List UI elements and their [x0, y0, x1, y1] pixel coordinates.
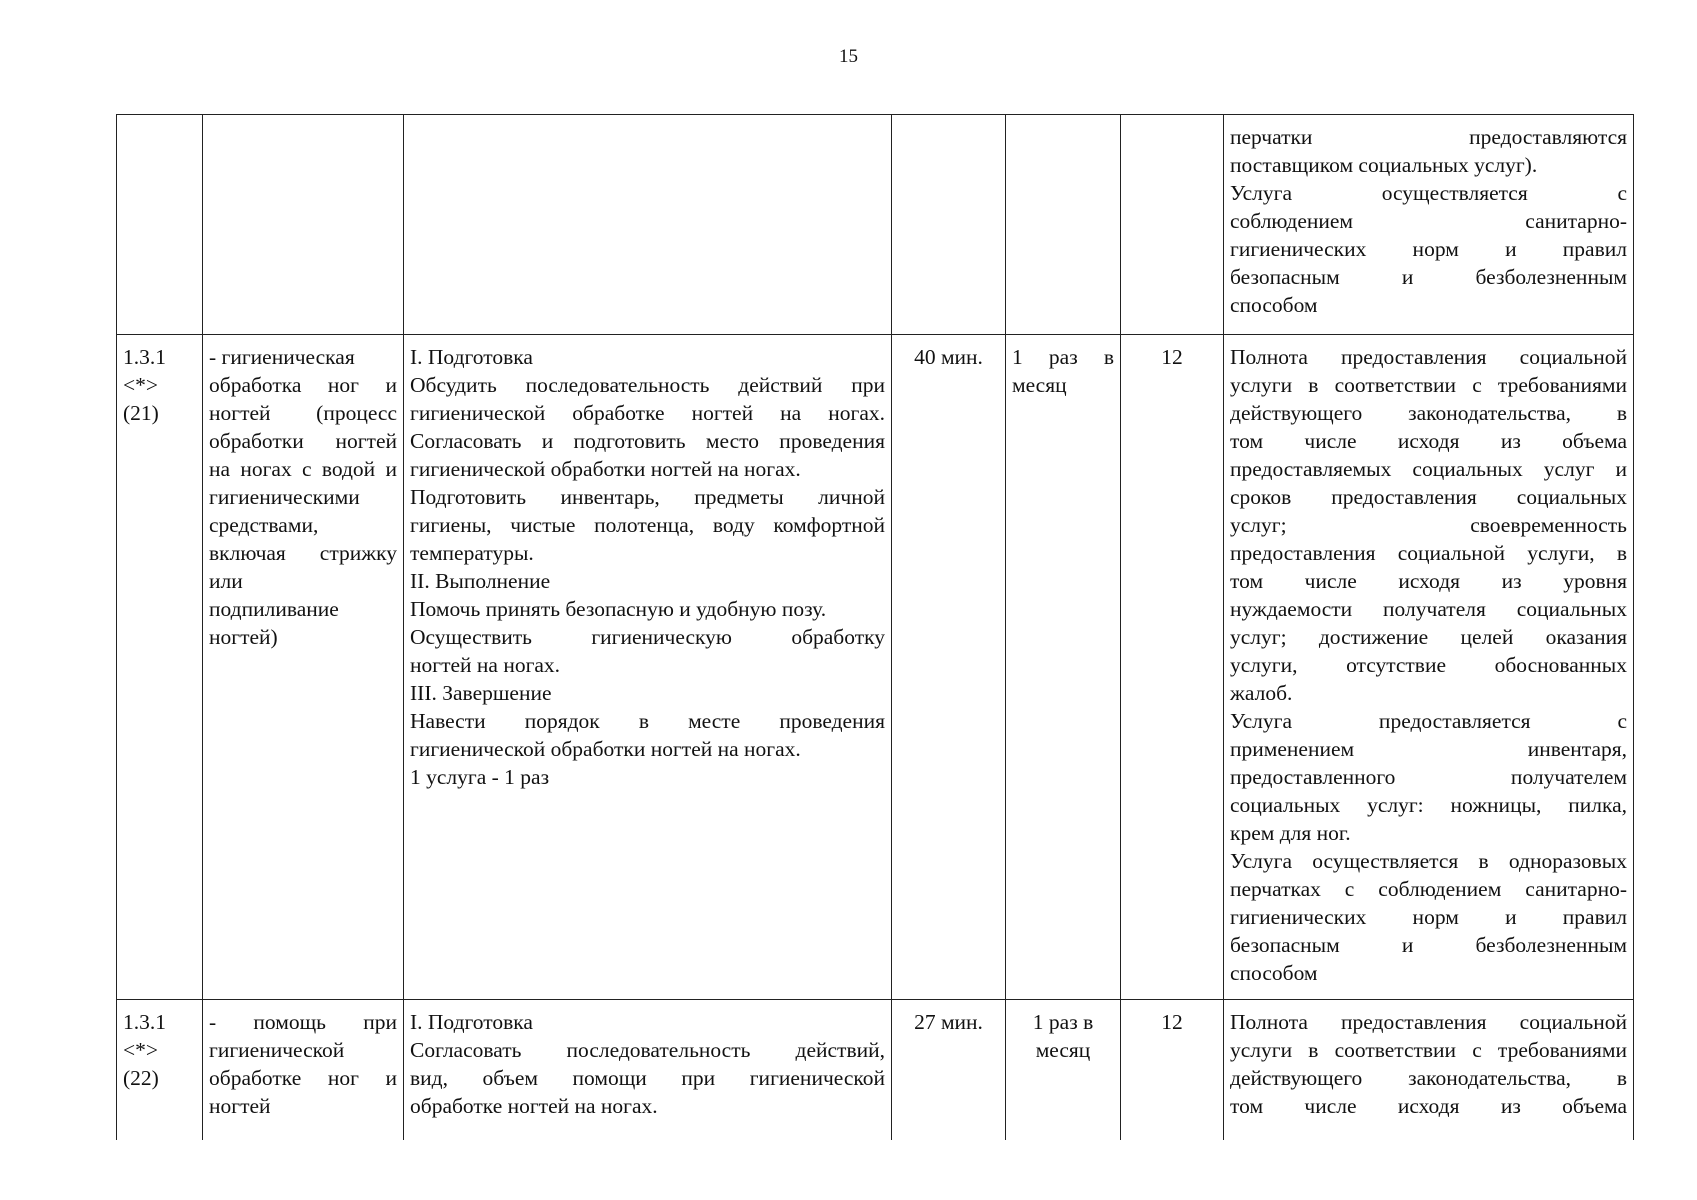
text-line: услуги, отсутствие обоснованных	[1230, 653, 1627, 677]
text-line: ногтей	[209, 1094, 271, 1118]
text-line: перчатках с соблюдением санитарно-	[1230, 877, 1627, 901]
text-line: услуги в соответствии с требованиями	[1230, 373, 1627, 397]
text-line: Услуга предоставляется с	[1230, 709, 1627, 733]
text-line: <*>	[123, 1038, 159, 1062]
cell-frequency	[1006, 1000, 1121, 1140]
text-line: безопасным и безболезненным	[1230, 265, 1627, 289]
cell-count: 12	[1121, 1000, 1224, 1140]
cell-number	[117, 1000, 203, 1140]
services-table	[116, 114, 1634, 1140]
text-line: III. Завершение	[410, 681, 552, 705]
text-line: крем для ног.	[1230, 821, 1351, 845]
text-line: Навести порядок в месте проведения	[410, 709, 885, 733]
text-line: обработка ног и	[209, 373, 397, 397]
cell-number	[117, 115, 203, 335]
text-line: услуг; достижение целей оказания	[1230, 625, 1627, 649]
text-line: включая стрижку	[209, 541, 397, 565]
text-line: 1.3.1	[123, 345, 166, 369]
text-line: - гигиеническая	[209, 345, 355, 369]
text-line: способом	[1230, 293, 1318, 317]
text-line: гигиенической обработке ногтей на ногах.	[410, 401, 885, 425]
text-line: гигиены, чистые полотенца, воду комфортной	[410, 513, 885, 537]
text-line: том числе исходя из объема	[1230, 429, 1627, 453]
text-line: поставщиком социальных услуг).	[1230, 153, 1538, 177]
cell-time-norm: 27 мин.	[892, 1000, 1006, 1140]
text-line: Согласовать и подготовить место проведения	[410, 429, 885, 453]
text-line: Осуществить гигиеническую обработку	[410, 625, 885, 649]
cell-frequency	[1006, 115, 1121, 335]
cell-number	[117, 335, 203, 1000]
text-line: Полнота предоставления социальной	[1230, 345, 1627, 369]
text-line: предоставляемых социальных услуг и	[1230, 457, 1627, 481]
cell-time-norm: 40 мин.	[892, 335, 1006, 1000]
cell-service-content	[404, 335, 892, 1000]
text-line: ногтей на ногах.	[410, 653, 561, 677]
text-line: Услуга осуществляется в одноразовых	[1230, 849, 1627, 873]
cell-quality-indicators	[1224, 1000, 1634, 1140]
cell-quality-indicators	[1224, 115, 1634, 335]
cell-count: 12	[1121, 335, 1224, 1000]
text-line: 1 услуга - 1 раз	[410, 765, 550, 789]
text-line: месяц	[1012, 373, 1067, 397]
text-line: Согласовать последовательность действий,	[410, 1038, 885, 1062]
text-line: Подготовить инвентарь, предметы личной	[410, 485, 885, 509]
text-line: (22)	[123, 1066, 159, 1090]
text-line: том числе исходя из объема	[1230, 1094, 1627, 1118]
text-line: 1.3.1	[123, 1010, 166, 1034]
text-line: ногтей)	[209, 625, 278, 649]
text-line: обработке ног и	[209, 1066, 397, 1090]
text-line: вид, объем помощи при гигиенической	[410, 1066, 885, 1090]
text-line: услуг; своевременность	[1230, 513, 1627, 537]
cell-service-name	[203, 115, 404, 335]
text-line: или	[209, 569, 243, 593]
text-line: II. Выполнение	[410, 569, 551, 593]
text-line: Обсудить последовательность действий при	[410, 373, 885, 397]
text-line: перчатки предоставляются	[1230, 125, 1627, 149]
text-line: соблюдением санитарно-	[1230, 209, 1627, 233]
text-line: 1 раз в	[1012, 345, 1114, 369]
text-line: Полнота предоставления социальной	[1230, 1010, 1627, 1034]
text-line: гигиенических норм и правил	[1230, 237, 1627, 261]
text-line: действующего законодательства, в	[1230, 1066, 1627, 1090]
text-line: том числе исходя из уровня	[1230, 569, 1627, 593]
text-line: средствами,	[209, 513, 319, 537]
table-row-continuation	[117, 115, 1634, 335]
page-number: 15	[839, 46, 858, 67]
text-line: <*>	[123, 373, 159, 397]
text-line: (21)	[123, 401, 159, 425]
text-line: способом	[1230, 961, 1318, 985]
text-line: гигиеническими	[209, 485, 360, 509]
text-line: - помощь при	[209, 1010, 397, 1034]
text-line: сроков предоставления социальных	[1230, 485, 1627, 509]
table-row	[117, 335, 1634, 1000]
text-line: ногтей (процесс	[209, 401, 397, 425]
cell-quality-indicators	[1224, 335, 1634, 1000]
text-line: жалоб.	[1230, 681, 1293, 705]
text-line: I. Подготовка	[410, 345, 533, 369]
text-line: Помочь принять безопасную и удобную позу.	[410, 597, 827, 621]
text-line: предоставления социальной услуги, в	[1230, 541, 1627, 565]
text-line: гигиенических норм и правил	[1230, 905, 1627, 929]
text-line: обработке ногтей на ногах.	[410, 1094, 658, 1118]
text-line: нуждаемости получателя социальных	[1230, 597, 1627, 621]
text-line: 1 раз в	[1032, 1010, 1094, 1034]
text-line: Услуга осуществляется с	[1230, 181, 1627, 205]
text-line: на ногах с водой и	[209, 457, 397, 481]
text-line: действующего законодательства, в	[1230, 401, 1627, 425]
text-line: I. Подготовка	[410, 1010, 533, 1034]
text-line: гигиенической	[209, 1038, 345, 1062]
text-line: обработки ногтей	[209, 429, 397, 453]
cell-service-name	[203, 1000, 404, 1140]
text-line: безопасным и безболезненным	[1230, 933, 1627, 957]
table-row	[117, 1000, 1634, 1140]
cell-service-name	[203, 335, 404, 1000]
text-line: применением инвентаря,	[1230, 737, 1627, 761]
cell-count	[1121, 115, 1224, 335]
cell-frequency	[1006, 335, 1121, 1000]
cell-time-norm	[892, 115, 1006, 335]
text-line: услуги в соответствии с требованиями	[1230, 1038, 1627, 1062]
text-line: гигиенической обработки ногтей на ногах.	[410, 457, 801, 481]
cell-service-content	[404, 1000, 892, 1140]
text-line: гигиенической обработки ногтей на ногах.	[410, 737, 801, 761]
text-line: температуры.	[410, 541, 534, 565]
text-line: социальных услуг: ножницы, пилка,	[1230, 793, 1627, 817]
text-line: подпиливание	[209, 597, 339, 621]
cell-service-content	[404, 115, 892, 335]
text-line: предоставленного получателем	[1230, 765, 1627, 789]
text-line: месяц	[1035, 1038, 1091, 1062]
